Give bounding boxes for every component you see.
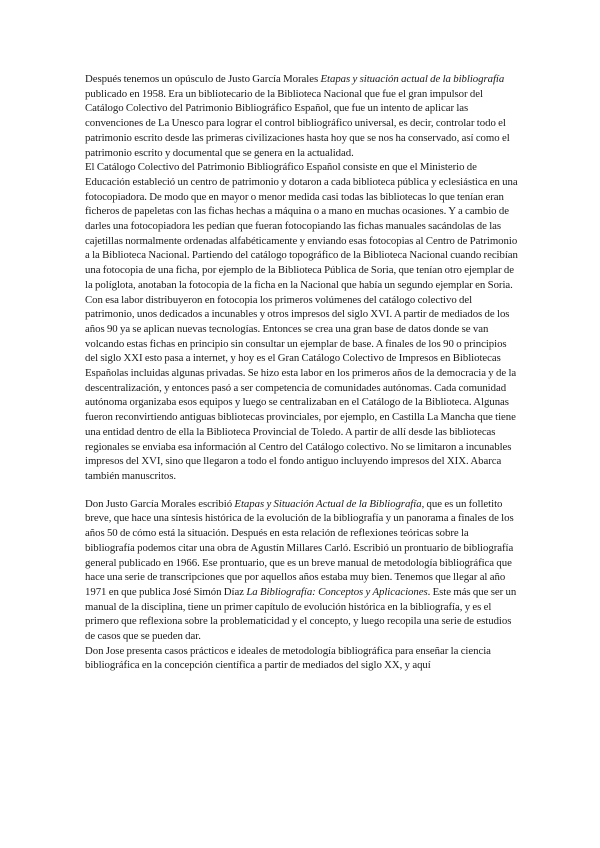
document-page (85, 72, 519, 673)
paragraph-don-jose: Don Jose presenta casos prácticos e ideales de metodología bibliográfica para enseñar la ciencia bibliográfica en la concepción científica a partir de mediados del siglo XX, y aquí (85, 644, 491, 672)
paragraph-garcia-morales-opusculo: Después tenemos un opúsculo de Justo García Morales Etapas y situación actual de la bibliografía publicado en 1958. Era un bibliotecario de la Biblioteca Nacional que fue el gran impulsor del Catálogo Colectivo del Patrimonio Bibliográfico Español, que fue un intento de aplicar las convenciones de La Unesco para lograr el control bibliográfico universal, es decir, controlar todo el patrimonio escrito desde las primeras civilizaciones hasta hoy que se nos ha conservado, así como el patrimonio escrito y documental que se genera en la actualidad. (85, 73, 510, 159)
paragraph-gap (85, 484, 519, 497)
paragraph-justo-garcia-morales: Don Justo García Morales escribió Etapas y Situación Actual de la Bibliografía, que es un folletito breve, que hace una síntesis histórica de la evolución de la bibliografía y un panorama a finales de los años 50 de cómo está la situación. Después en esta relación de reflexiones teóricas sobre la bibliografía podemos citar una obra de Agustín Millares Carló. Escribió un prontuario de bibliografía general publicado en 1966. Ese prontuario, que es un breve manual de metodología bibliográfica que hace una serie de transcripciones que por aquellos años estaba muy bien. Tenemos que llegar al año 1971 en que publica José Simón Díaz La Bibliografía: Conceptos y Aplicaciones. Este más que ser un manual de la disciplina, tiene un primer capítulo de evolución histórica en la bibliografía, y es el primero que reflexiona sobre la problematicidad y el concepto, y luego recopila una serie de estudios de casos que se pueden dar. (85, 497, 517, 643)
paragraph-catalogo-colectivo: El Catálogo Colectivo del Patrimonio Bibliográfico Español consiste en que el Ministerio de Educación estableció un centro de patrimonio y dotaron a cada biblioteca pública y eclesiástica en una fotocopiadora. De modo que en mayor o menor medida casi todas las bibliotecas lo que tenían eran ficheros de papeletas con las fichas hechas a máquina o a mano en muchas ocasiones. Y a cambio de darles una fotocopiadora les pedían que fueran fotocopiando las fichas manuales sacándolas de las cajetillas normalmente ordenadas alfabéticamente y enviando esas fotocopias al Centro de Patrimonio a la Biblioteca Nacional. Partiendo del catálogo topográfico de la Biblioteca Nacional cuando recibían una fotocopia de una ficha, por ejemplo de la Biblioteca Pública de Soria, que tenían otro ejemplar de la políglota, anotaban la fotocopia de la ficha en la Nacional que había un segundo ejemplar en Soria. Con esa labor distribuyeron en fotocopia los primeros volúmenes del catálogo colectivo del patrimonio, unos dedicados a incunables y otros impresos del siglo XVI. A partir de mediados de los años 90 ya se aplican nuevas tecnologías. Entonces se crea una gran base de datos donde se van volcando estas fichas en principio sin consultar un ejemplar de base. A finales de los 90 o principios del siglo XXI esto pasa a internet, y hoy es el Gran Catálogo Colectivo de Impresos en Bibliotecas Españolas incluidas algunas privadas. Se hizo esta labor en los primeros años de la democracia y de la descentralización, y entonces pasó a ser competencia de comunidades autónomas. Cada comunidad autónoma organizaba esos equipos y luego se centralizaban en el Catálogo de la Biblioteca. Algunas fueron reconvirtiendo antiguas bibliotecas provinciales, por ejemplo, en Castilla La Mancha que tiene una entidad dentro de ella la Biblioteca Provincial de Toledo. A partir de allí desde las bibliotecas regionales se enviaba esa información al Centro del Catálogo colectivo. No se limitaron a incunables impresos del XVI, sino que llegaron a todo el fondo antiguo incluyendo impresos del XIX. Abarca también manuscritos. (85, 161, 518, 482)
